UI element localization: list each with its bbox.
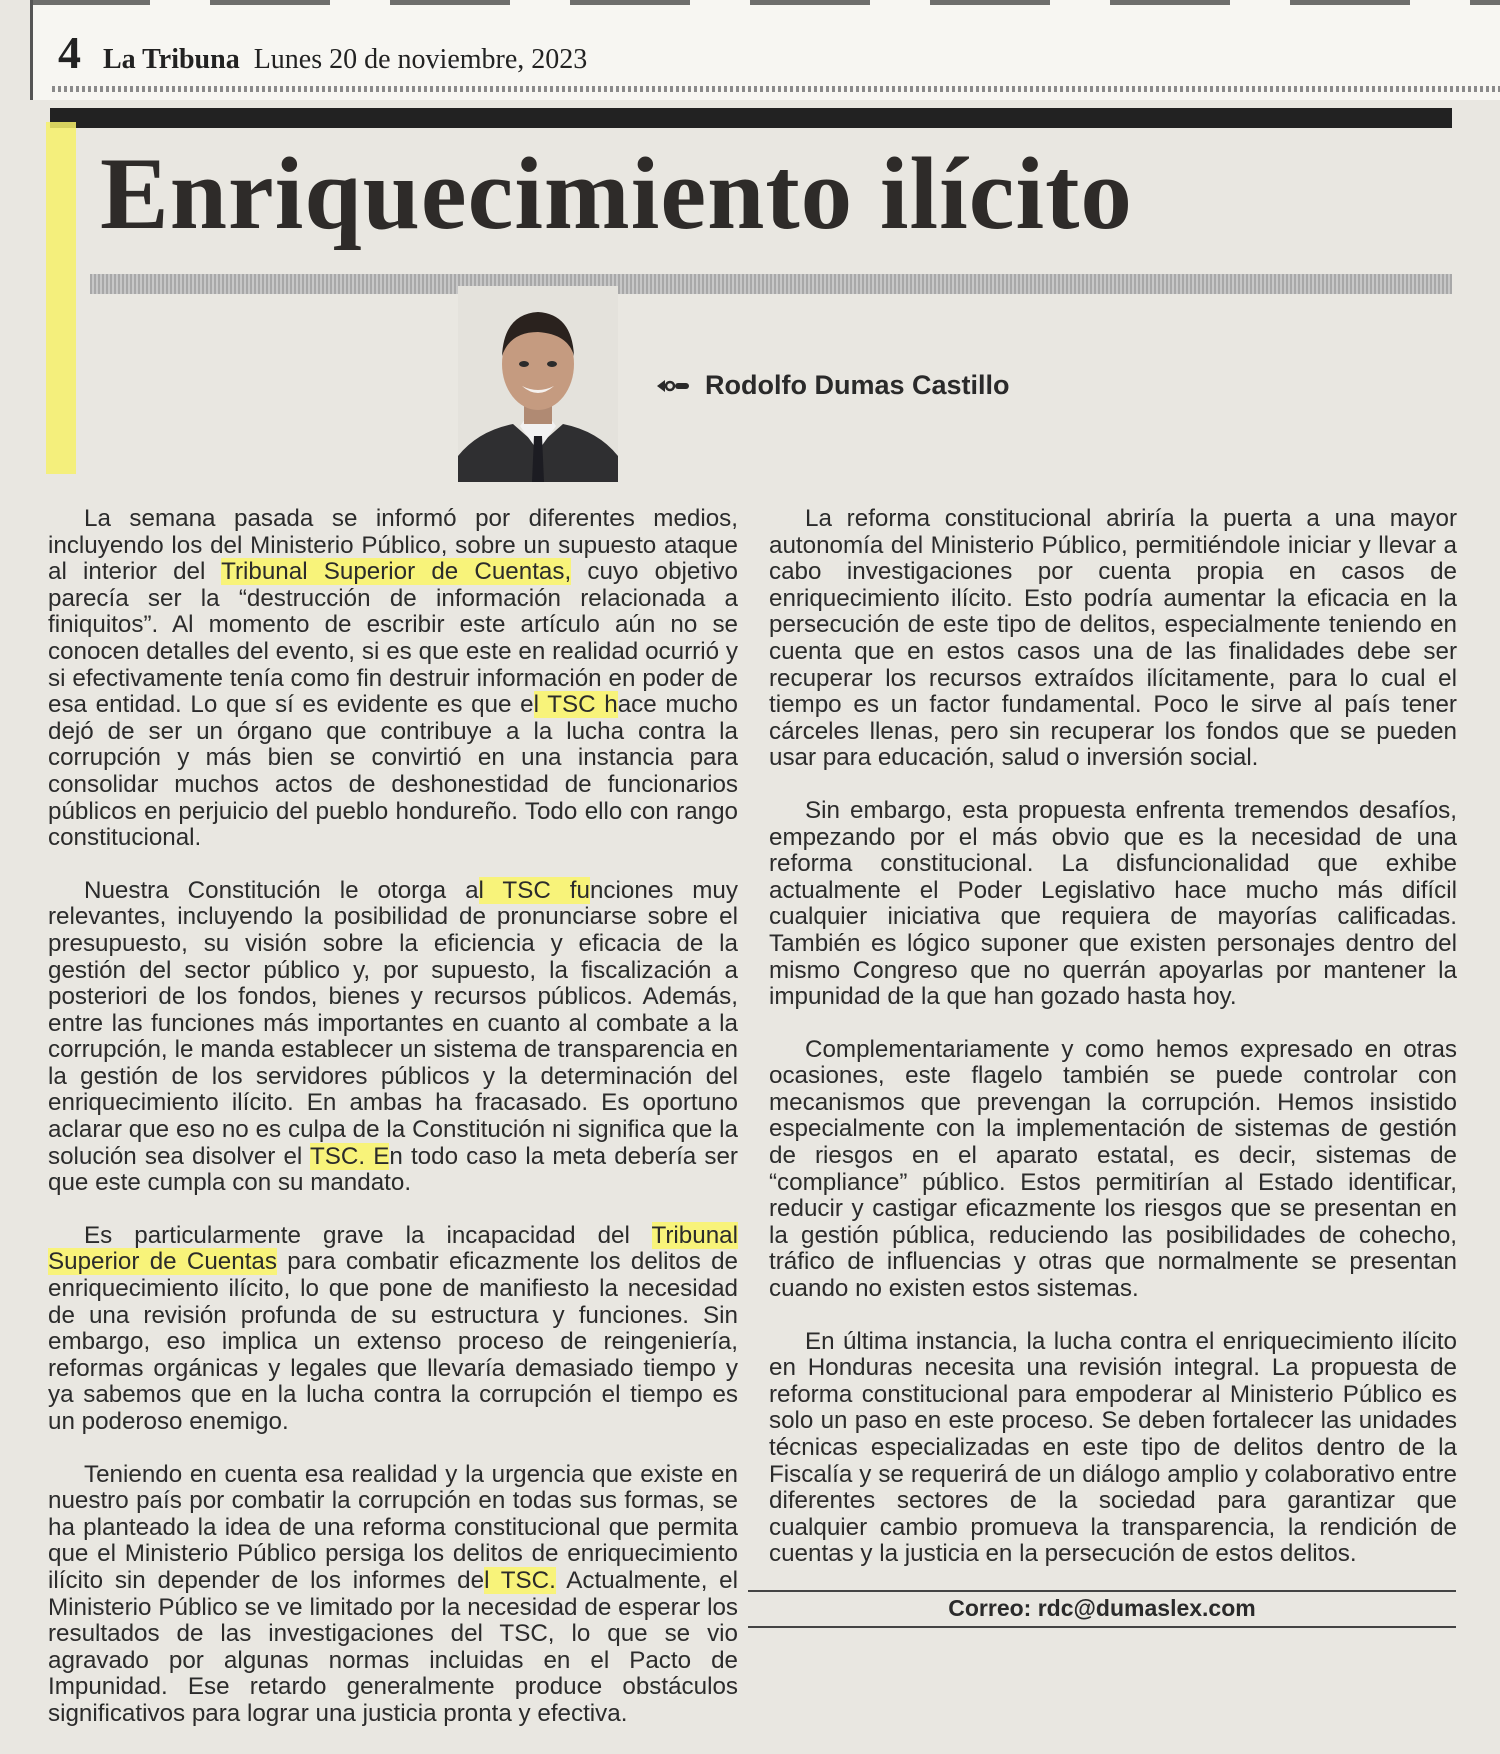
author-photo bbox=[458, 286, 618, 482]
paragraph-text: La semana pasada se informó por diferentes medios, incluyendo los del Ministerio Público, sobre un supuesto ataque al interior del bbox=[48, 505, 738, 586]
highlighted-text: l TSC. bbox=[484, 1566, 556, 1594]
highlighted-text: l TSC fu bbox=[478, 876, 590, 904]
article-column-right bbox=[769, 506, 1457, 1594]
footer-rule-bottom bbox=[748, 1626, 1456, 1628]
paragraph-text: Complementariamente y como hemos expresado en otras ocasiones, este flagelo también se puede controlar con mecanismos que prevengan la corrupción. Hemos insistido especialmente con la implementación de sistemas de gestión de riesgos en el aparato estatal, es decir, sistemas de “compliance” público. Estos permitirían al Estado identificar, reducir y castigar eficazmente los riesgos que se presentan en la gestión pública, reduciendo las posibilidades de cohecho, tráfico de influencias y otras que normalmente se presentan cuando no existen estos sistemas. bbox=[769, 1035, 1457, 1303]
paragraph-text: para combatir eficazmente los delitos de enriquecimiento ilícito, lo que pone de manifiesto la necesidad de una revisión profunda de su estructura y funciones. Sin embargo, eso implica un extenso proceso de reingeniería, reformas orgánicas y legales que llevaría demasiado tiempo y ya sabemos que en la lucha contra la corrupción el tiempo es un poderoso enemigo. bbox=[48, 1248, 738, 1435]
masthead bbox=[30, 0, 1500, 100]
article-paragraph bbox=[48, 1223, 738, 1436]
paragraph-text: n todo caso la meta debería ser que este cumpla con su mandato. bbox=[48, 1142, 738, 1197]
highlighted-text: Tribunal Superior de Cuentas, bbox=[221, 558, 572, 586]
article-paragraph bbox=[769, 1329, 1457, 1568]
byline bbox=[655, 370, 1010, 401]
article-paragraph bbox=[48, 878, 738, 1197]
publication-date: Lunes 20 de noviembre, 2023 bbox=[253, 44, 588, 75]
article-paragraph bbox=[769, 1037, 1457, 1303]
masthead-meta bbox=[58, 26, 587, 79]
author-name: Rodolfo Dumas Castillo bbox=[705, 370, 1010, 400]
paragraph-text: nciones muy relevantes, incluyendo la posibilidad de pronunciarse sobre el presupuesto, su visión sobre la eficiencia y eficacia de la gestión del sector público y, por supuesto, la fiscalización a posteriori de los fondos, bienes y recursos públicos. Además, entre las funciones más importantes en cuanto al combate a la corrupción, le manda establecer un sistema de transparencia en la gestión de los servidores públicos y la determinación del enriquecimiento ilícito. En ambas ha fracasado. Es oportuno aclarar que eso no es culpa de la Constitución ni significa que la solución sea disolver el bbox=[48, 876, 738, 1170]
paragraph-text: Sin embargo, esta propuesta enfrenta tremendos desafíos, empezando por el más obvio que es la necesidad de una reforma constitucional. La disfuncionalidad que exhibe actualmente el Poder Legislativo hace mucho más difícil cualquier iniciativa que requiera de mayorías calificadas. También es lógico suponer que existen personajes dentro del mismo Congreso que no querrán apoyarlas por mantener la impunidad de la que han gozado hasta hoy. bbox=[769, 796, 1457, 1011]
article-paragraph bbox=[769, 798, 1457, 1011]
author-portrait-icon bbox=[458, 286, 618, 482]
top-crop-marks bbox=[30, 0, 1500, 5]
paragraph-text: ace mucho dejó de ser un órgano que contribuye a la lucha contra la corrupción y más bien se convirtió en una instancia para consolidar muchos actos de deshonestidad de funcionarios públicos en perjuicio del pueblo hondureño. Todo ello con rango constitucional. bbox=[48, 691, 738, 852]
footer-rule-top bbox=[748, 1590, 1456, 1592]
pen-nib-icon bbox=[655, 370, 691, 401]
page-number: 4 bbox=[58, 27, 81, 78]
paragraph-text: Es particularmente grave la incapacidad del bbox=[84, 1221, 652, 1249]
headline-top-bar bbox=[50, 108, 1452, 128]
highlighted-text: TSC. E bbox=[310, 1142, 390, 1170]
article-paragraph bbox=[48, 506, 738, 852]
paper-name: La Tribuna bbox=[103, 44, 240, 75]
paragraph-text: Nuestra Constitución le otorga a bbox=[84, 876, 479, 904]
contact-email: Correo: rdc@dumaslex.com bbox=[948, 1595, 1256, 1621]
paragraph-text: La reforma constitucional abriría la puerta a una mayor autonomía del Ministerio Público, permitiéndole iniciar y llevar a cabo investigaciones por cuenta propia en casos de enriquecimiento ilícito. Esto podría aumentar la eficacia en la persecución de este tipo de delitos, especialmente teniendo en cuenta que en estos casos una de las finalidades debe ser recuperar los recursos extraídos ilícitamente, para lo cual el tiempo es un factor fundamental. Poco le sirve al país tener cárceles llenas, pero sin recuperar los fondos que se pueden usar para educación, salud o inversión social. bbox=[769, 505, 1457, 772]
headline-bottom-band bbox=[90, 274, 1452, 294]
marker-highlight bbox=[46, 122, 76, 474]
paragraph-text: Teniendo en cuenta esa realidad y la urgencia que existe en nuestro país por combatir la corrupción en todas sus formas, se ha planteado la idea de una reforma constitucional que permita que el Ministerio Público persiga los delitos de enriquecimiento ilícito sin depender de los informes de bbox=[48, 1460, 738, 1594]
article-column-left bbox=[48, 506, 738, 1754]
masthead-left-rule bbox=[30, 0, 33, 100]
article-paragraph bbox=[769, 506, 1457, 772]
paragraph-text: cuyo objetivo parecía ser la “destrucción de información relacionada a finiquitos”. Al momento de escribir este artículo aún no se conocen detalles del evento, si es que este en realidad ocurrió y si efectivamente tenía como fin destruir información en poder de esa entidad. Lo que sí es evidente es que e bbox=[48, 558, 738, 719]
headline: Enriquecimiento ilícito bbox=[100, 137, 1133, 251]
paragraph-text: En última instancia, la lucha contra el enriquecimiento ilícito en Honduras necesita una revisión integral. La propuesta de reforma constitucional para empoderar al Ministerio Público es solo un paso en este proceso. Se deben fortalecer las unidades técnicas especializadas en este tipo de delitos dentro de la Fiscalía y se requerirá de un diálogo amplio y colaborativo entre diferentes sectores de la sociedad para garantizar que cualquier cambio promueva la transparencia, la rendición de cuentas y la justicia en la persecución de estos delitos. bbox=[769, 1327, 1457, 1568]
masthead-dotted-rule bbox=[52, 86, 1500, 92]
highlighted-text: l TSC h bbox=[533, 691, 618, 719]
paragraph-text: Actualmente, el Ministerio Público se ve limitado por la necesidad de esperar los resultados de las investigaciones del TSC, lo que se vio agravado por algunas normas incluidas en el Pacto de Impunidad. Ese retardo generalmente produce obstáculos significativos para lograr una justicia pronta y efectiva. bbox=[48, 1566, 738, 1727]
highlighted-text: Tribunal Superior de Cuentas bbox=[48, 1221, 738, 1276]
article-paragraph bbox=[48, 1462, 738, 1728]
